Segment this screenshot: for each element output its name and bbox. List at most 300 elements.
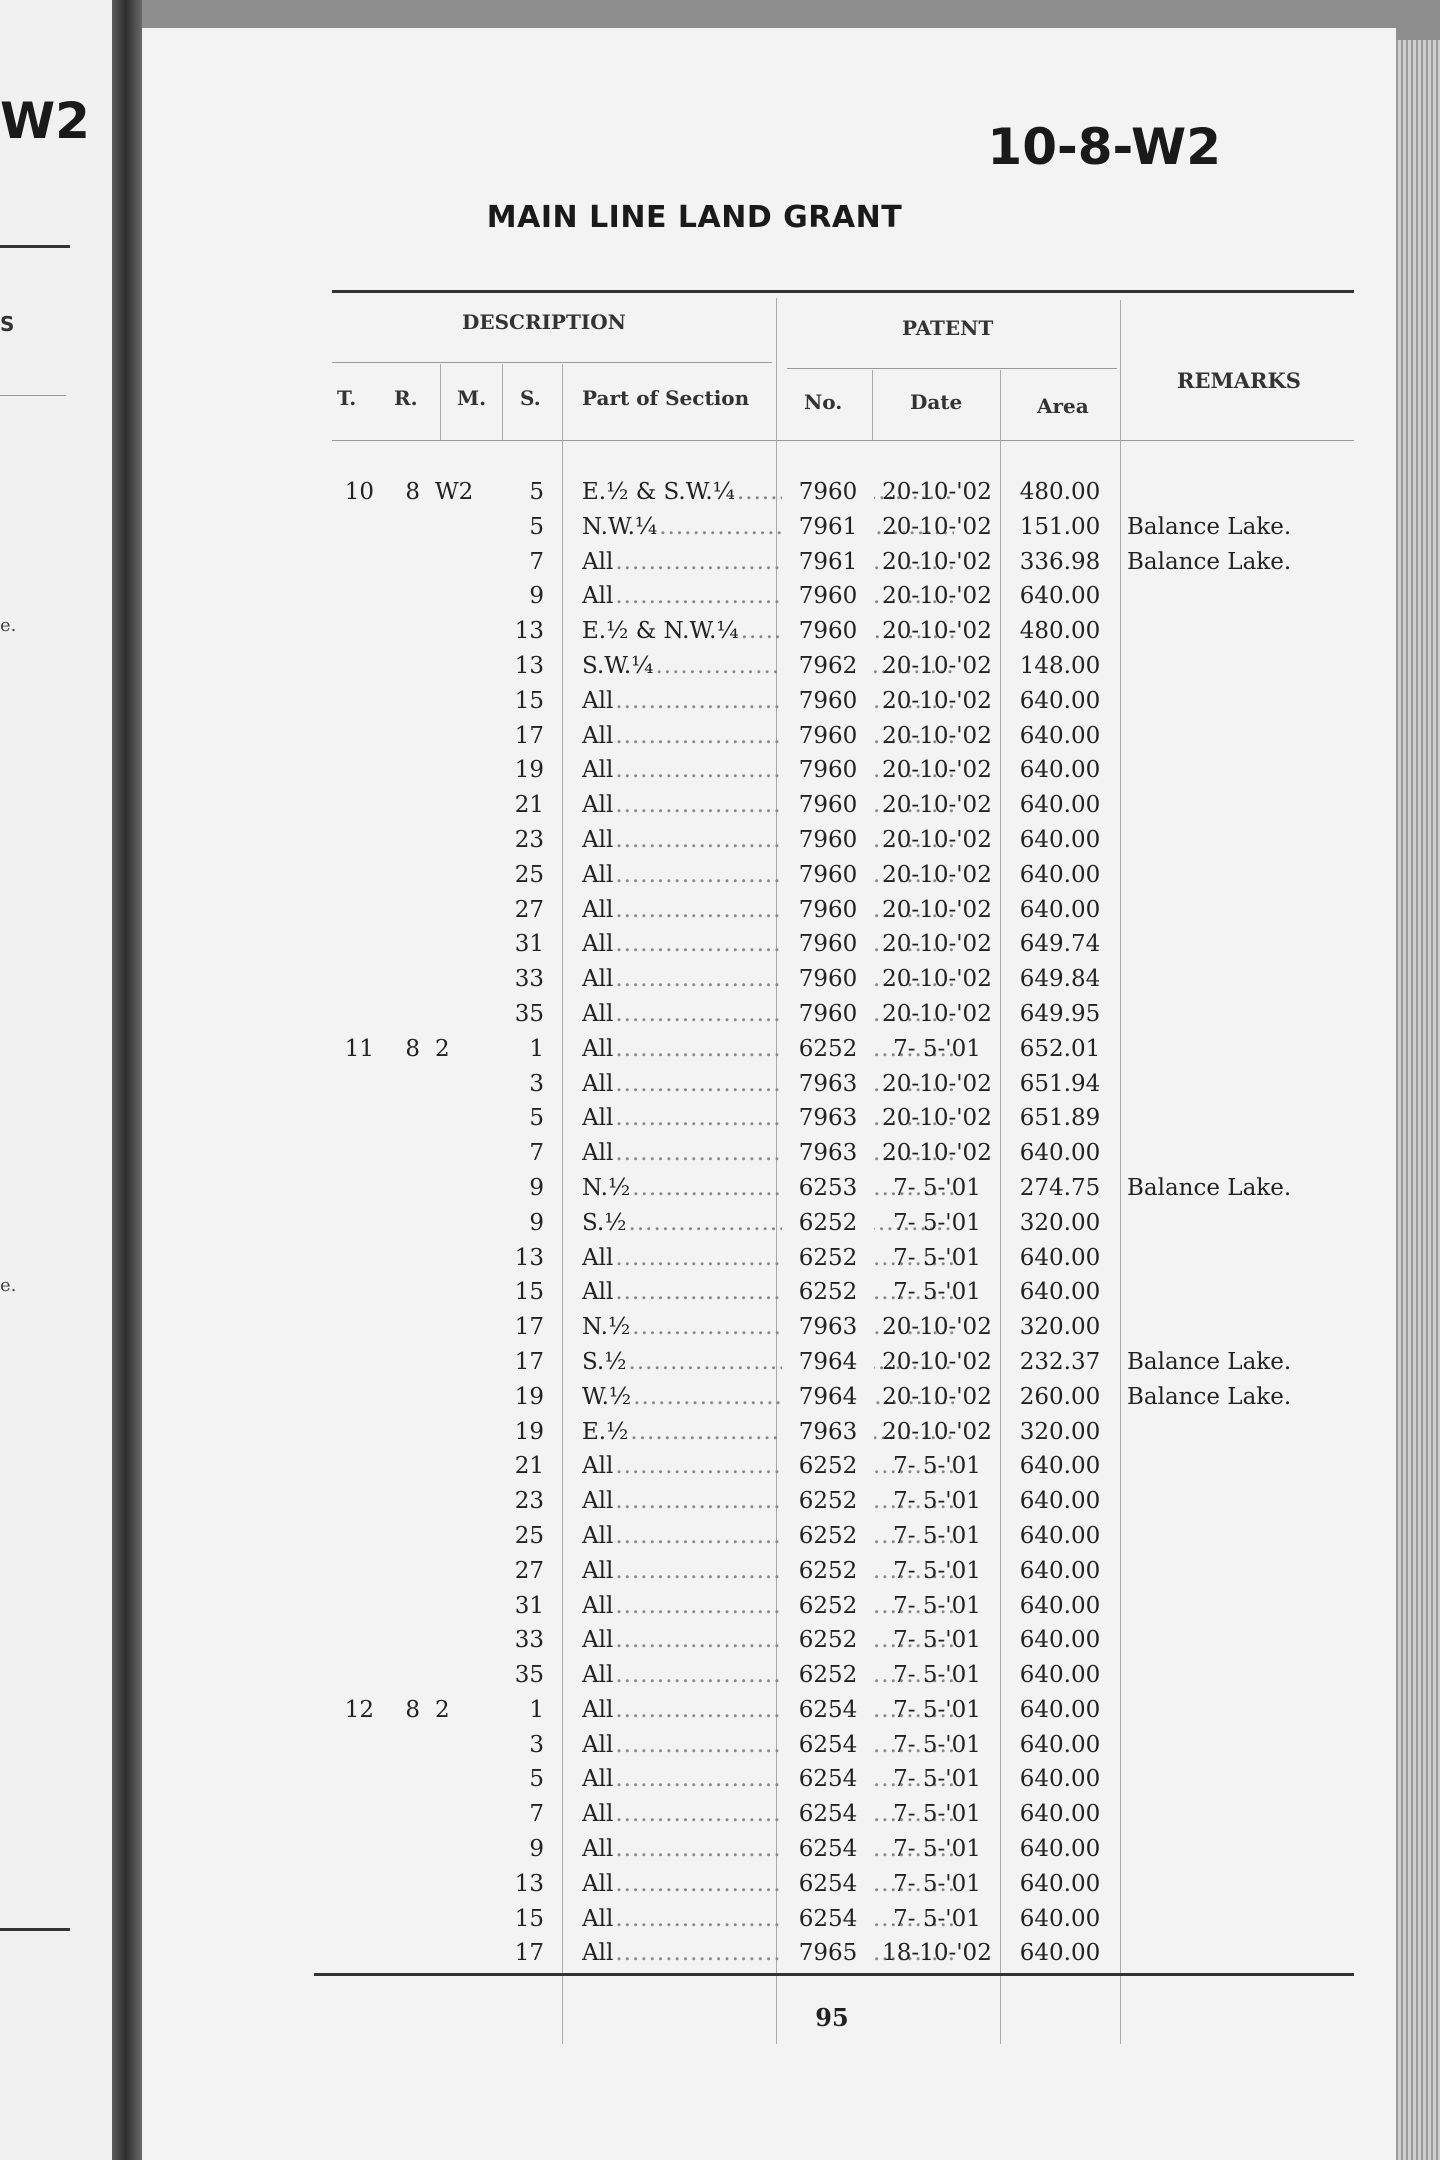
cell-date: 20-10-'02 [882,1105,992,1132]
cell-remarks: Balance Lake. [1127,548,1292,575]
cell-date: 20-10-'02 [882,548,992,575]
cell-date: 7- 5-'01 [893,1453,981,1480]
cell-area: 260.00 [1019,1383,1101,1410]
cell-s: 19 [514,757,544,784]
patent-group-header: PATENT [902,316,994,340]
table-row [332,1275,1354,1310]
cell-t: 12 [344,1696,374,1723]
cell-area: 640.00 [1019,1557,1101,1584]
facing-page-text-fragment: e. [0,615,17,636]
table-row [332,1171,1354,1206]
table-row [332,1728,1354,1763]
cell-t: 11 [344,1035,374,1062]
column-divider [440,364,441,440]
cell-part: All ..... [582,1036,954,1062]
cell-s: 17 [514,1348,544,1375]
cell-date: 7- 5-'01 [893,1557,981,1584]
cell-s: 1 [529,1035,544,1062]
cell-part: All ..... [582,1279,954,1305]
col-header-s: S. [520,386,541,410]
cell-no: 7963 [782,1419,874,1445]
cell-area: 640.00 [1019,1905,1101,1932]
cell-area: 651.94 [1019,1070,1101,1097]
cell-date: 7- 5-'01 [893,1209,981,1236]
cell-date: 7- 5-'01 [893,1905,981,1932]
table-row [332,823,1354,858]
cell-part: All ..... [582,1523,954,1549]
cell-s: 13 [514,1244,544,1271]
cell-date: 7- 5-'01 [893,1836,981,1863]
table-row [332,510,1354,545]
table-row [332,684,1354,719]
cell-part: S.W.¼ ..... [582,653,954,679]
page-number: 95 [815,2003,849,2032]
cell-area: 640.00 [1019,583,1101,610]
cell-part: All ..... [582,757,954,783]
facing-page-title-fragment: W2 [0,92,90,150]
cell-t: 10 [344,479,374,505]
cell-part: All ..... [582,862,954,888]
cell-no: 6254 [782,1732,874,1758]
cell-area: 640.00 [1019,757,1101,784]
cell-s: 35 [514,1000,544,1027]
cell-part: All ..... [582,1071,954,1097]
cell-no: 6254 [782,1801,874,1827]
cell-area: 640.00 [1019,1453,1101,1480]
cell-no: 6254 [782,1906,874,1932]
cell-s: 25 [514,861,544,888]
cell-r: 8 [405,479,420,505]
cell-s: 7 [529,1801,544,1828]
cell-no: 7960 [782,862,874,888]
cell-part: All ..... [582,1593,954,1619]
cell-part: All ..... [582,1662,954,1688]
cell-m: W2 [435,479,474,505]
table-row [332,614,1354,649]
cell-area: 480.00 [1019,618,1101,645]
cell-s: 23 [514,826,544,853]
cell-area: 640.00 [1019,1836,1101,1863]
cell-part: All ..... [582,931,954,957]
ledger-page [142,28,1396,2160]
cell-remarks: Balance Lake. [1127,1174,1292,1201]
township-range-code: 10-8-W2 [987,118,1221,176]
column-divider [502,364,503,440]
cell-s: 3 [529,1070,544,1097]
cell-no: 6254 [782,1697,874,1723]
page-edge [1396,40,1440,2160]
cell-area: 651.89 [1019,1105,1101,1132]
cell-date: 20-10-'02 [882,1348,992,1375]
table-top-rule [332,290,1354,293]
cell-area: 480.00 [1019,479,1101,505]
cell-no: 6252 [782,1593,874,1619]
cell-area: 649.74 [1019,931,1101,958]
cell-date: 20-10-'02 [882,1000,992,1027]
cell-no: 7965 [782,1940,874,1966]
cell-s: 3 [529,1731,544,1758]
cell-area: 652.01 [1019,1035,1101,1062]
cell-part: All ..... [582,1105,954,1131]
cell-date: 20-10-'02 [882,1140,992,1167]
table-row [332,545,1354,580]
cell-part: All ..... [582,966,954,992]
table-body [332,475,1354,1971]
cell-part: All ..... [582,1871,954,1897]
cell-s: 21 [514,792,544,819]
facing-page-divider [0,395,66,396]
cell-part: W.½ ..... [582,1384,954,1410]
table-row [332,962,1354,997]
cell-date: 20-10-'02 [882,1418,992,1445]
cell-date: 7- 5-'01 [893,1592,981,1619]
cell-part: All ..... [582,792,954,818]
cell-area: 640.00 [1019,1488,1101,1515]
page-title: MAIN LINE LAND GRANT [486,200,903,235]
cell-no: 7963 [782,1071,874,1097]
cell-part: All ..... [582,1488,954,1514]
cell-date: 7- 5-'01 [893,1766,981,1793]
cell-part: All ..... [582,1766,954,1792]
cell-s: 15 [514,1279,544,1306]
cell-area: 640.00 [1019,1662,1101,1689]
cell-no: 6252 [782,1279,874,1305]
table-row [332,1693,1354,1728]
table-row [332,1902,1354,1937]
table-row [332,719,1354,754]
cell-area: 640.00 [1019,1731,1101,1758]
cell-date: 7- 5-'01 [893,1174,981,1201]
cell-area: 640.00 [1019,1522,1101,1549]
facing-page-rule [0,245,70,248]
cell-part: S.½ ..... [582,1349,954,1375]
cell-date: 20-10-'02 [882,1383,992,1410]
cell-date: 20-10-'02 [882,722,992,749]
cell-date: 7- 5-'01 [893,1870,981,1897]
cell-no: 6252 [782,1488,874,1514]
cell-m: 2 [435,1035,450,1062]
cell-s: 17 [514,1314,544,1341]
cell-s: 17 [514,1940,544,1967]
cell-area: 336.98 [1019,548,1101,575]
cell-part: All ..... [582,1627,954,1653]
cell-no: 7960 [782,479,874,505]
cell-date: 7- 5-'01 [893,1662,981,1689]
cell-no: 7963 [782,1140,874,1166]
cell-no: 6252 [782,1627,874,1653]
facing-page-header-fragment: S [0,312,15,336]
cell-s: 19 [514,1418,544,1445]
cell-part: N.½ ..... [582,1175,954,1201]
table-row [332,788,1354,823]
table-row [332,1936,1354,1971]
cell-area: 640.00 [1019,1592,1101,1619]
cell-part: All ..... [582,1836,954,1862]
cell-date: 20-10-'02 [882,1070,992,1097]
cell-part: All ..... [582,827,954,853]
cell-area: 640.00 [1019,722,1101,749]
cell-no: 7960 [782,688,874,714]
cell-s: 9 [529,583,544,610]
cell-date: 18-10-'02 [882,1940,992,1967]
cell-s: 25 [514,1522,544,1549]
col-header-r: R. [394,386,418,410]
cell-date: 7- 5-'01 [893,1279,981,1306]
cell-part: All ..... [582,1732,954,1758]
col-header-area: Area [1037,394,1089,418]
cell-area: 640.00 [1019,1140,1101,1167]
cell-part: All ..... [582,1245,954,1271]
table-bottom-rule [314,1973,1354,1976]
header-divider [787,368,1117,369]
cell-remarks: Balance Lake. [1127,513,1292,540]
cell-no: 6252 [782,1245,874,1271]
col-header-part-of-section: Part of Section [582,386,750,410]
cell-no: 6252 [782,1210,874,1236]
cell-no: 7960 [782,757,874,783]
cell-no: 7960 [782,723,874,749]
table-row [332,1449,1354,1484]
cell-date: 20-10-'02 [882,479,992,505]
cell-s: 5 [529,513,544,540]
cell-s: 27 [514,896,544,923]
cell-area: 151.00 [1019,513,1101,540]
cell-area: 640.00 [1019,687,1101,714]
cell-s: 27 [514,1557,544,1584]
cell-s: 5 [529,1766,544,1793]
column-divider [872,370,873,440]
table-row [332,927,1354,962]
table-row [332,1067,1354,1102]
cell-s: 5 [529,1105,544,1132]
cell-no: 6254 [782,1871,874,1897]
cell-date: 7- 5-'01 [893,1731,981,1758]
col-header-t: T. [337,386,357,410]
cell-date: 20-10-'02 [882,792,992,819]
table-row [332,1762,1354,1797]
cell-date: 7- 5-'01 [893,1696,981,1723]
cell-area: 320.00 [1019,1314,1101,1341]
cell-date: 20-10-'02 [882,513,992,540]
cell-no: 7960 [782,827,874,853]
cell-part: E.½ & N.W.¼ ..... [582,618,954,644]
cell-area: 640.00 [1019,861,1101,888]
cell-area: 640.00 [1019,1870,1101,1897]
cell-no: 7964 [782,1349,874,1375]
cell-area: 640.00 [1019,1696,1101,1723]
cell-area: 649.84 [1019,966,1101,993]
cell-s: 21 [514,1453,544,1480]
table-row [332,475,1354,510]
cell-part: All ..... [582,1801,954,1827]
cell-r: 8 [405,1035,420,1062]
table-row [332,1589,1354,1624]
cell-date: 7- 5-'01 [893,1627,981,1654]
table-row [332,1867,1354,1902]
cell-area: 640.00 [1019,826,1101,853]
cell-s: 17 [514,722,544,749]
cell-s: 9 [529,1209,544,1236]
cell-no: 6252 [782,1453,874,1479]
table-row [332,1310,1354,1345]
cell-s: 9 [529,1836,544,1863]
cell-part: All ..... [582,1140,954,1166]
cell-date: 20-10-'02 [882,931,992,958]
cell-part: E.½ & S.W.¼ ..... [582,479,954,505]
cell-date: 20-10-'02 [882,826,992,853]
cell-no: 6254 [782,1766,874,1792]
cell-s: 15 [514,687,544,714]
cell-area: 320.00 [1019,1209,1101,1236]
table-row [332,1032,1354,1067]
cell-s: 7 [529,1140,544,1167]
cell-part: All ..... [582,897,954,923]
cell-s: 9 [529,1174,544,1201]
cell-area: 640.00 [1019,792,1101,819]
cell-no: 6254 [782,1836,874,1862]
cell-s: 13 [514,652,544,679]
cell-date: 7- 5-'01 [893,1522,981,1549]
table-row [332,1554,1354,1589]
cell-area: 640.00 [1019,1627,1101,1654]
cell-area: 640.00 [1019,1244,1101,1271]
cell-date: 20-10-'02 [882,583,992,610]
col-header-m: M. [457,386,487,410]
table-row [332,579,1354,614]
cell-remarks: Balance Lake. [1127,1383,1292,1410]
facing-page [0,0,112,2160]
cell-no: 6252 [782,1523,874,1549]
cell-s: 1 [529,1696,544,1723]
cell-date: 20-10-'02 [882,896,992,923]
cell-s: 33 [514,1627,544,1654]
cell-no: 7961 [782,549,874,575]
cell-s: 15 [514,1905,544,1932]
table-row [332,753,1354,788]
cell-s: 31 [514,931,544,958]
table-row [332,1345,1354,1380]
cell-part: N.W.¼ ..... [582,514,954,540]
cell-date: 20-10-'02 [882,757,992,784]
cell-part: N.½ ..... [582,1314,954,1340]
cell-area: 640.00 [1019,896,1101,923]
cell-no: 7960 [782,897,874,923]
cell-no: 6252 [782,1036,874,1062]
cell-no: 7963 [782,1105,874,1131]
cell-no: 6252 [782,1558,874,1584]
table-row [332,1658,1354,1693]
cell-s: 35 [514,1662,544,1689]
cell-part: All ..... [582,1558,954,1584]
table-row [332,858,1354,893]
header-bottom-rule [332,440,1354,441]
cell-s: 19 [514,1383,544,1410]
cell-s: 23 [514,1488,544,1515]
cell-no: 7960 [782,1001,874,1027]
cell-part: All ..... [582,583,954,609]
cell-area: 232.37 [1019,1348,1101,1375]
cell-s: 33 [514,966,544,993]
cell-part: E.½ ..... [582,1419,954,1445]
cell-area: 148.00 [1019,652,1101,679]
table-row [332,1206,1354,1241]
cell-no: 7964 [782,1384,874,1410]
col-header-no: No. [804,390,843,414]
cell-date: 7- 5-'01 [893,1488,981,1515]
cell-part: All ..... [582,549,954,575]
table-row [332,1101,1354,1136]
cell-area: 640.00 [1019,1279,1101,1306]
cell-area: 274.75 [1019,1174,1101,1201]
table-row [332,1519,1354,1554]
cell-part: All ..... [582,1697,954,1723]
table-row [332,893,1354,928]
book-gutter [112,0,142,2160]
table-row [332,1415,1354,1450]
cell-date: 7- 5-'01 [893,1244,981,1271]
header-divider [332,362,772,363]
cell-no: 6253 [782,1175,874,1201]
cell-part: All ..... [582,723,954,749]
table-row [332,1136,1354,1171]
cell-part: All ..... [582,1940,954,1966]
cell-area: 640.00 [1019,1766,1101,1793]
cell-no: 7960 [782,583,874,609]
cell-s: 5 [529,479,544,505]
cell-part: All ..... [582,1906,954,1932]
cell-date: 20-10-'02 [882,1314,992,1341]
cell-remarks: Balance Lake. [1127,1348,1292,1375]
cell-date: 20-10-'02 [882,966,992,993]
cell-no: 6252 [782,1662,874,1688]
cell-date: 7- 5-'01 [893,1035,981,1062]
cell-date: 20-10-'02 [882,618,992,645]
table-row [332,1623,1354,1658]
cell-area: 640.00 [1019,1940,1101,1967]
cell-no: 7962 [782,653,874,679]
cell-area: 640.00 [1019,1801,1101,1828]
cell-no: 7960 [782,931,874,957]
table-row [332,997,1354,1032]
cell-no: 7960 [782,792,874,818]
cell-s: 13 [514,618,544,645]
cell-date: 20-10-'02 [882,687,992,714]
remarks-header: REMARKS [1177,368,1301,393]
cell-s: 13 [514,1870,544,1897]
cell-no: 7963 [782,1314,874,1340]
cell-s: 7 [529,548,544,575]
table-row [332,1797,1354,1832]
cell-s: 31 [514,1592,544,1619]
cell-part: S.½ ..... [582,1210,954,1236]
table-row [332,1832,1354,1867]
cell-no: 7960 [782,618,874,644]
cell-no: 7960 [782,966,874,992]
cell-date: 20-10-'02 [882,861,992,888]
table-row [332,1241,1354,1276]
cell-r: 8 [405,1696,420,1723]
table-row [332,649,1354,684]
table-row [332,1484,1354,1519]
cell-part: All ..... [582,688,954,714]
description-group-header: DESCRIPTION [462,310,626,334]
table-row [332,1380,1354,1415]
cell-area: 649.95 [1019,1000,1101,1027]
facing-page-rule [0,1928,70,1931]
cell-area: 320.00 [1019,1418,1101,1445]
cell-date: 20-10-'02 [882,652,992,679]
cell-date: 7- 5-'01 [893,1801,981,1828]
